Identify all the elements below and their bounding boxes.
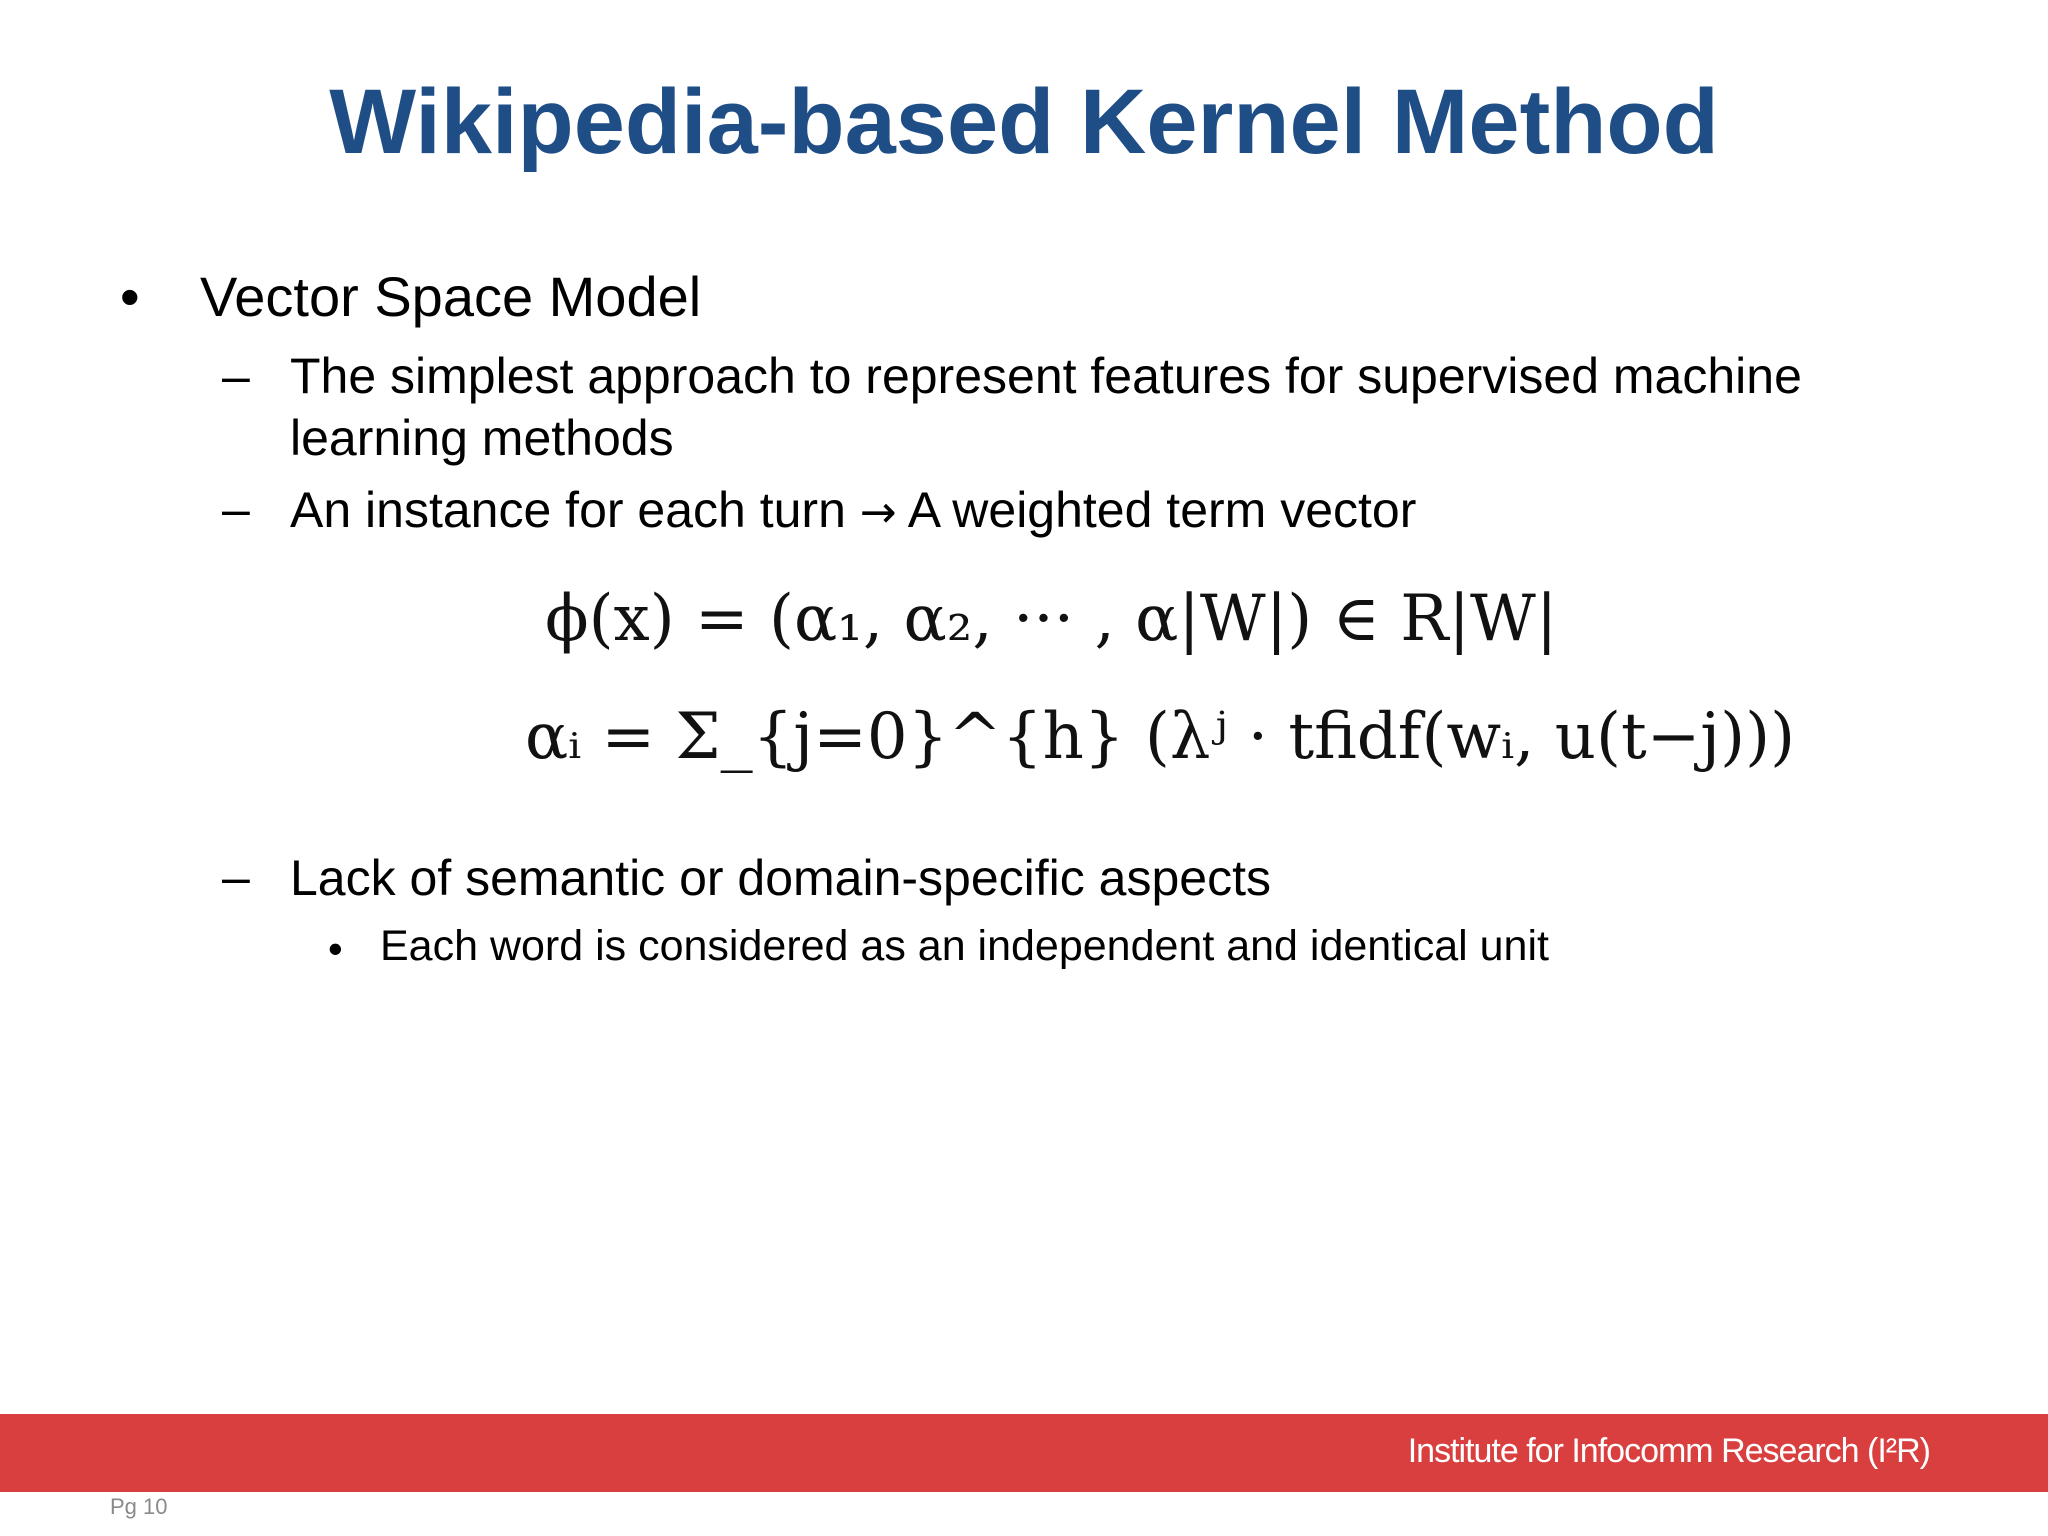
l3-bullet-marker: •	[328, 925, 343, 972]
sub-bullet-simplest-approach	[290, 345, 1802, 469]
formula-line-1: ϕ(x) = (α₁, α₂, ··· , α|W|) ∈ R|W|	[545, 582, 1558, 656]
bullet-text: Vector Space Model	[200, 265, 702, 328]
formula-phi	[545, 582, 1557, 656]
formula-alpha	[525, 700, 1795, 774]
footer-bar	[0, 1414, 2048, 1492]
sub-bullet-instance	[290, 479, 1416, 544]
dash-marker-1: –	[222, 348, 250, 404]
slide-title: Wikipedia-based Kernel Method	[329, 71, 1719, 173]
page-number: Pg 10	[110, 1494, 168, 1519]
institute-logo: Institute for Infocomm Research (I²R)	[1407, 1432, 1930, 1470]
arrow-right-icon: →	[859, 487, 897, 538]
dash-marker-3: –	[222, 849, 250, 905]
bullet-marker: •	[120, 265, 140, 328]
sub-bullet-line-1: The simplest approach to represent features for supervised machine	[290, 348, 1802, 404]
dash-marker-2: –	[222, 481, 250, 537]
sub-bullet-line-2: learning methods	[290, 410, 674, 466]
sub-bullet-lack-semantic: Lack of semantic or domain-specific aspects	[290, 850, 1271, 906]
sub-bullet-weighted-vector-text: A weighted term vector	[896, 482, 1417, 538]
l3-bullet-each-word: Each word is considered as an independent and identical unit	[380, 922, 1549, 970]
formula-line-2: αᵢ = Σ_{j=0}^{h} (λʲ · tfidf(wᵢ, u(t−j)))	[525, 700, 1796, 774]
sub-bullet-instance-text: An instance for each turn	[290, 482, 860, 538]
